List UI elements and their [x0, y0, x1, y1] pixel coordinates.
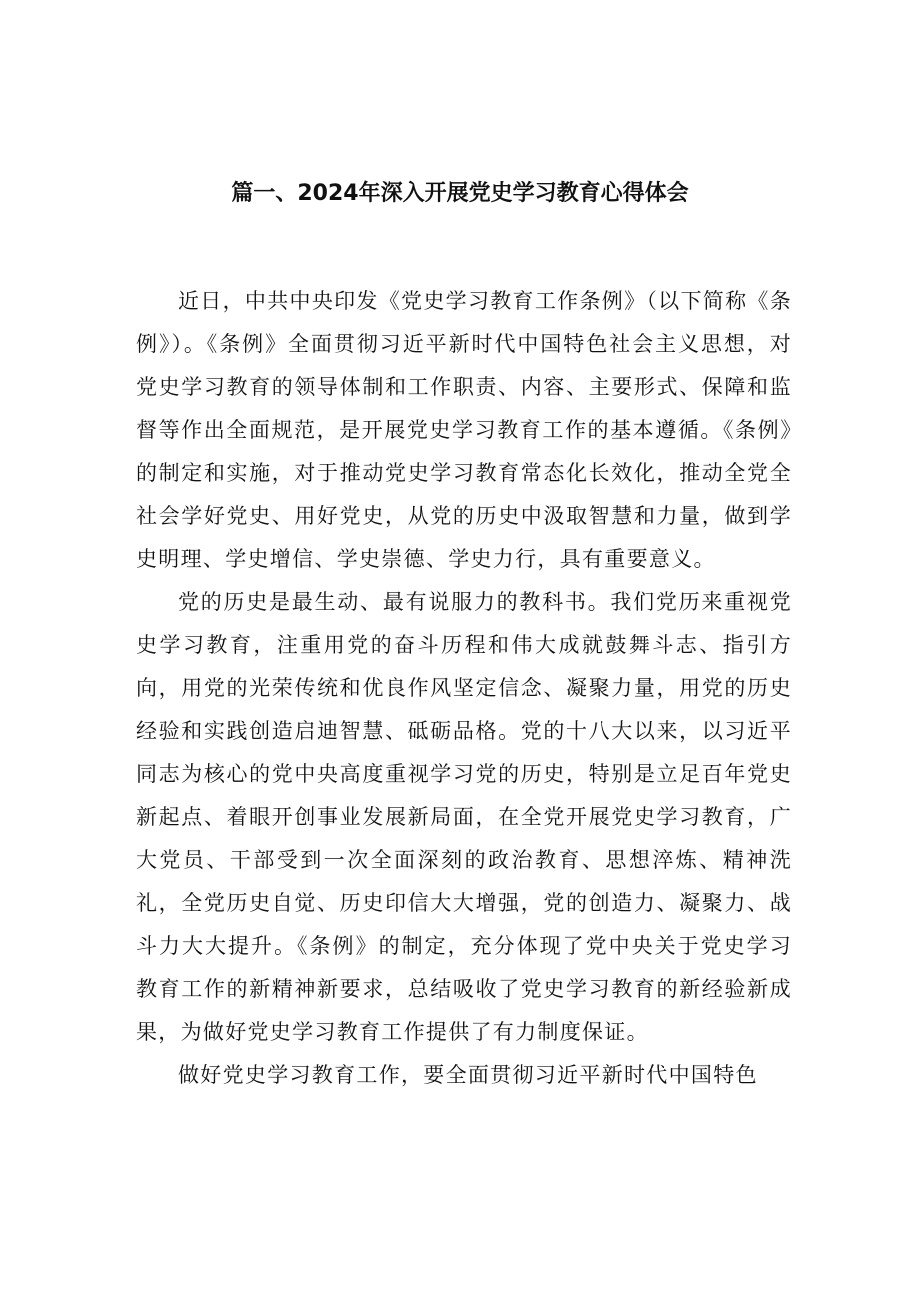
- paragraph-3: 做好党史学习教育工作，要全面贯彻习近平新时代中国特色: [178, 1063, 758, 1087]
- paragraph-1: 近日，中共中央印发《党史学习教育工作条例》（以下简称《条例》）。《条例》全面贯彻习近平新时代中国特色社会主义思想，对党史学习教育的领导体制和工作职责、内容、主要形式、保障和监督等作出全面规范，是开展党史学习教育工作的基本遵循。《条例》的制定和实施，对于推动党史学习教育常态化长效化，推动全党全社会学好党史、用好党史，从党的历史中汲取智慧和力量，做到学史明理、学史增信、学史崇德、学史力行，具有重要意义。: [136, 289, 792, 571]
- document-title: 篇一、2024年深入开展党史学习教育心得体会: [231, 181, 689, 206]
- paragraph-2: 党的历史是最生动、最有说服力的教科书。我们党历来重视党史学习教育，注重用党的奋斗历程和伟大成就鼓舞斗志、指引方向，用党的光荣传统和优良作风坚定信念、凝聚力量，用党的历史经验和实践创造启迪智慧、砥砺品格。党的十八大以来，以习近平同志为核心的党中央高度重视学习党的历史，特别是立足百年党史新起点、着眼开创事业发展新局面，在全党开展党史学习教育，广大党员、干部受到一次全面深刻的政治教育、思想淬炼、精神洗礼，全党历史自觉、历史印信大大增强，党的创造力、凝聚力、战斗力大大提升。《条例》的制定，充分体现了党中央关于党史学习教育工作的新精神新要求，总结吸收了党史学习教育的新经验新成果，为做好党史学习教育工作提供了有力制度保证。: [136, 590, 792, 1044]
- document-body: [136, 280, 792, 1097]
